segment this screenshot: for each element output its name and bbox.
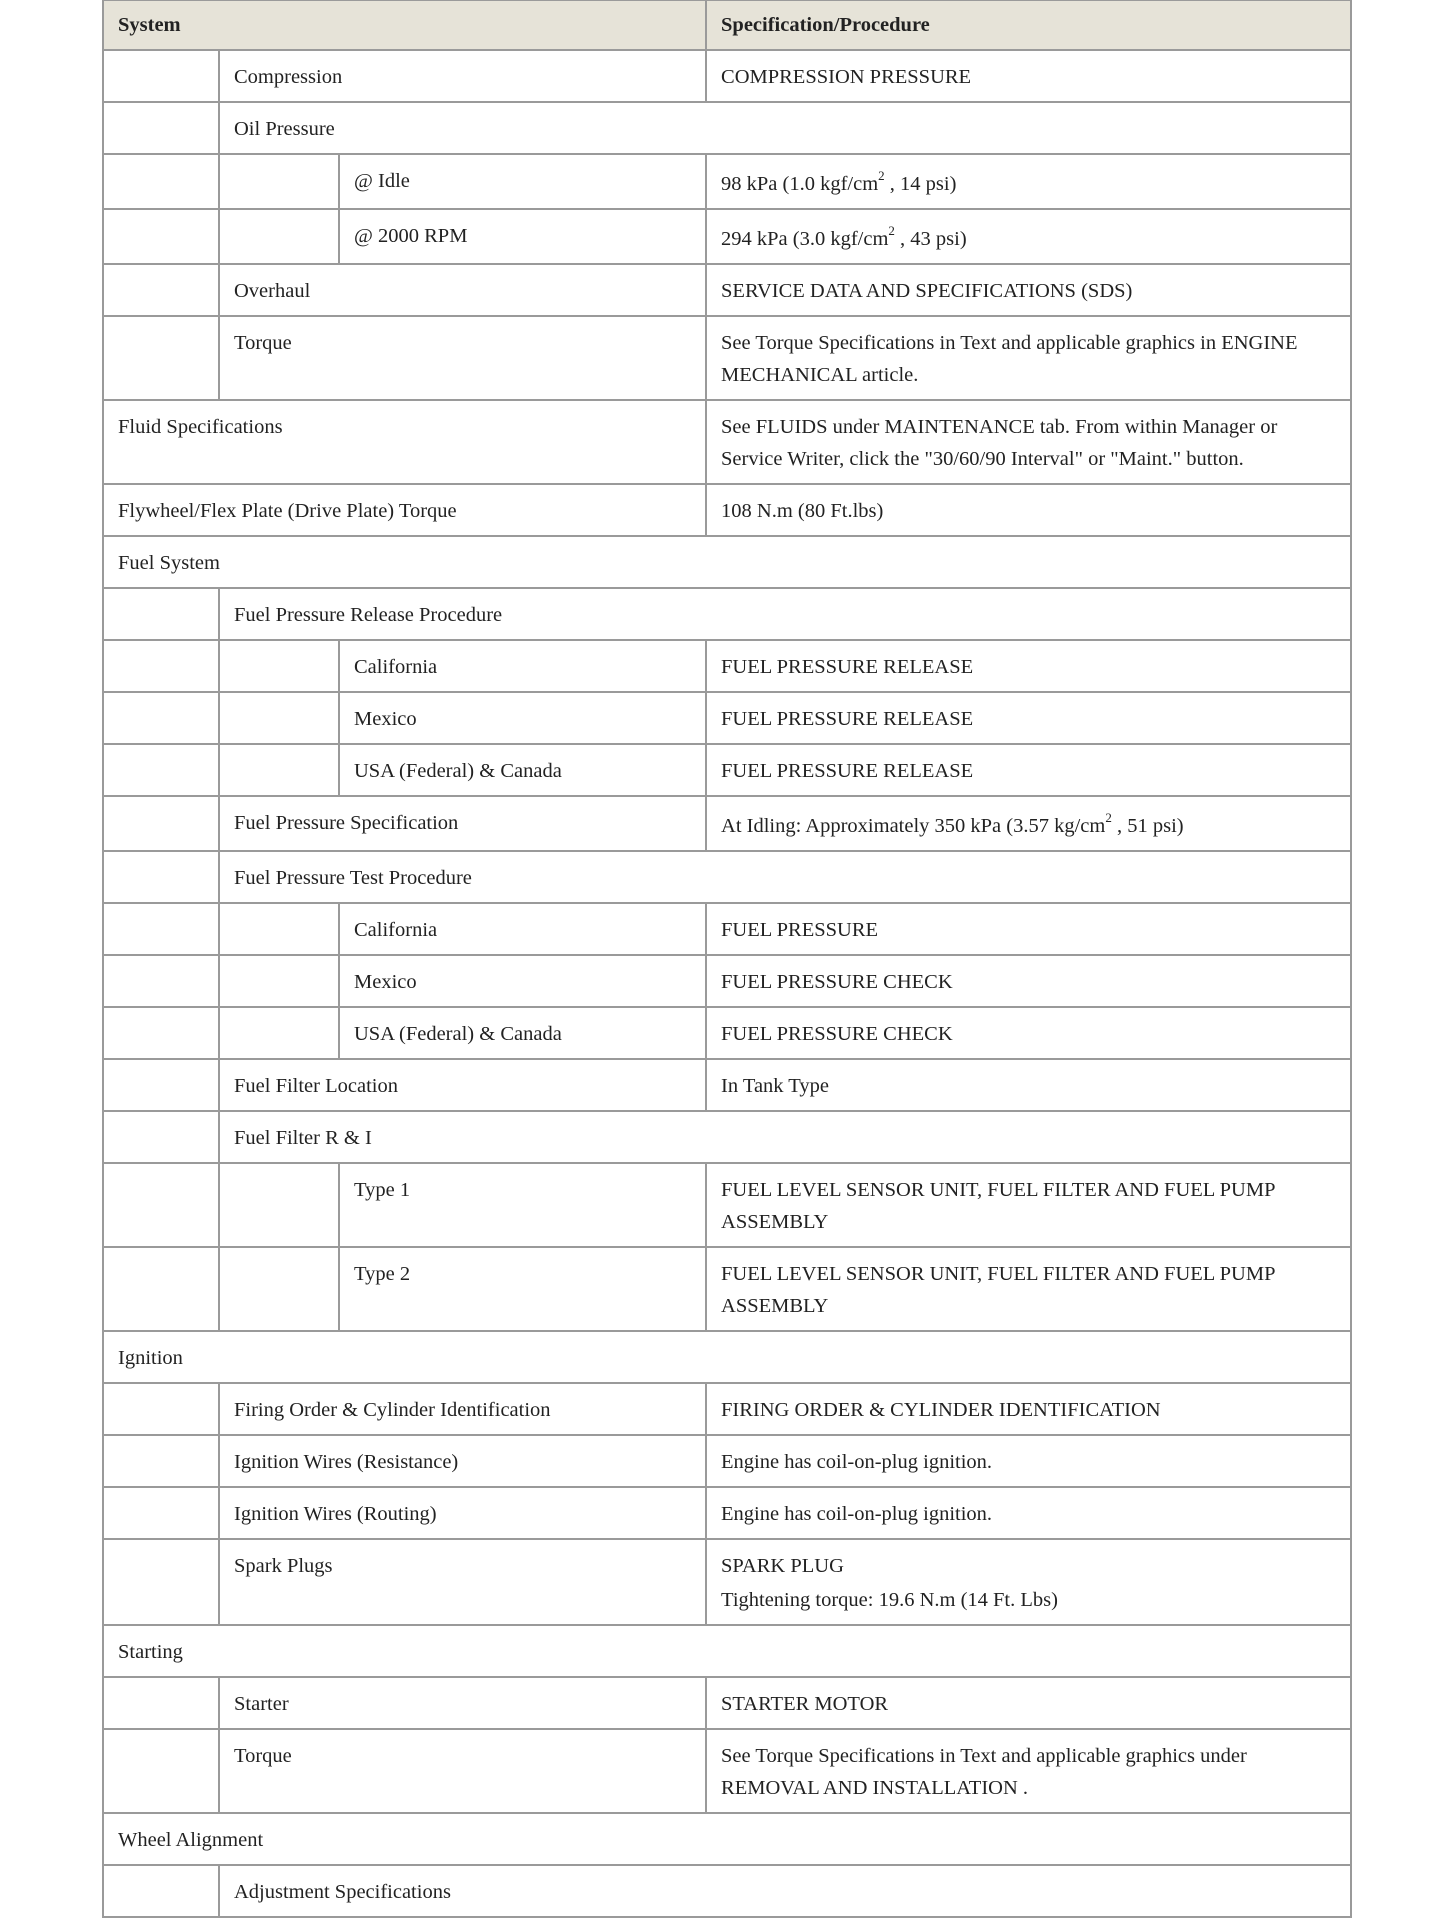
row-label: Torque <box>219 316 706 400</box>
row-label: Adjustment Specifications <box>219 1865 1351 1917</box>
table-row <box>103 209 1351 264</box>
row-label: Fluid Specifications <box>103 400 706 484</box>
table-row <box>103 1111 1351 1163</box>
table-row <box>103 1865 1351 1917</box>
row-value: SERVICE DATA AND SPECIFICATIONS (SDS) <box>706 264 1351 316</box>
row-value: SPARK PLUG Tightening torque: 19.6 N.m (14 Ft. Lbs) <box>706 1539 1351 1625</box>
table-row <box>103 1163 1351 1247</box>
row-label: Fuel Pressure Release Procedure <box>219 588 1351 640</box>
row-label: Type 2 <box>339 1247 706 1331</box>
row-label: USA (Federal) & Canada <box>339 1007 706 1059</box>
row-value: In Tank Type <box>706 1059 1351 1111</box>
table-row <box>103 400 1351 484</box>
row-value: 98 kPa (1.0 kgf/$cm^2$ , 14 psi) <box>706 154 1351 209</box>
row-label: Mexico <box>339 955 706 1007</box>
row-value: COMPRESSION PRESSURE <box>706 50 1351 102</box>
row-value: Engine has coil-on-plug ignition. <box>706 1435 1351 1487</box>
table-row <box>103 588 1351 640</box>
header-spec: Specification/Procedure <box>706 1 1351 51</box>
row-value: See Torque Specifications in Text and applicable graphics under REMOVAL AND INSTALLATION . <box>706 1729 1351 1813</box>
table-row <box>103 50 1351 102</box>
row-value: FUEL PRESSURE CHECK <box>706 1007 1351 1059</box>
row-label: Starter <box>219 1677 706 1729</box>
row-label: Type 1 <box>339 1163 706 1247</box>
row-label: Oil Pressure <box>219 102 1351 154</box>
row-label: Fuel Pressure Specification <box>219 796 706 851</box>
row-value: 108 N.m (80 Ft.lbs) <box>706 484 1351 536</box>
row-label: Compression <box>219 50 706 102</box>
table-row <box>103 744 1351 796</box>
row-value: FIRING ORDER & CYLINDER IDENTIFICATION <box>706 1383 1351 1435</box>
row-value: FUEL PRESSURE RELEASE <box>706 692 1351 744</box>
section-label: Fuel System <box>103 536 1351 588</box>
section-label: Wheel Alignment <box>103 1813 1351 1865</box>
row-value: See Torque Specifications in Text and applicable graphics in ENGINE MECHANICAL article. <box>706 316 1351 400</box>
row-label: Firing Order & Cylinder Identification <box>219 1383 706 1435</box>
table-row <box>103 484 1351 536</box>
table-row <box>103 1383 1351 1435</box>
row-label: @ 2000 RPM <box>339 209 706 264</box>
section-label: Starting <box>103 1625 1351 1677</box>
row-label: Ignition Wires (Routing) <box>219 1487 706 1539</box>
row-label: Overhaul <box>219 264 706 316</box>
table-row <box>103 1059 1351 1111</box>
row-value: FUEL LEVEL SENSOR UNIT, FUEL FILTER AND FUEL PUMP ASSEMBLY <box>706 1163 1351 1247</box>
table-row <box>103 536 1351 588</box>
row-value: FUEL PRESSURE RELEASE <box>706 744 1351 796</box>
table-row <box>103 316 1351 400</box>
row-label: Fuel Filter Location <box>219 1059 706 1111</box>
section-label: Ignition <box>103 1331 1351 1383</box>
table-row <box>103 796 1351 851</box>
table-row <box>103 264 1351 316</box>
table-row <box>103 102 1351 154</box>
table-row <box>103 1487 1351 1539</box>
row-label: Flywheel/Flex Plate (Drive Plate) Torque <box>103 484 706 536</box>
table-row <box>103 851 1351 903</box>
table-row <box>103 1007 1351 1059</box>
table-row <box>103 903 1351 955</box>
table-row <box>103 640 1351 692</box>
table-row <box>103 1813 1351 1865</box>
row-label: USA (Federal) & Canada <box>339 744 706 796</box>
table-row <box>103 955 1351 1007</box>
table-row <box>103 1247 1351 1331</box>
row-label: Fuel Filter R & I <box>219 1111 1351 1163</box>
row-value: FUEL LEVEL SENSOR UNIT, FUEL FILTER AND FUEL PUMP ASSEMBLY <box>706 1247 1351 1331</box>
row-label: Spark Plugs <box>219 1539 706 1625</box>
row-label: Ignition Wires (Resistance) <box>219 1435 706 1487</box>
table-row <box>103 1331 1351 1383</box>
row-label: Torque <box>219 1729 706 1813</box>
row-value: FUEL PRESSURE <box>706 903 1351 955</box>
row-value: FUEL PRESSURE RELEASE <box>706 640 1351 692</box>
row-label: California <box>339 640 706 692</box>
row-label: Fuel Pressure Test Procedure <box>219 851 1351 903</box>
row-value: STARTER MOTOR <box>706 1677 1351 1729</box>
header-row <box>103 1 1351 51</box>
header-system: System <box>103 1 706 51</box>
table-row <box>103 1729 1351 1813</box>
row-label: @ Idle <box>339 154 706 209</box>
row-value: See FLUIDS under MAINTENANCE tab. From within Manager or Service Writer, click the "30/60/90 Interval" or "Maint." button. <box>706 400 1351 484</box>
table-row <box>103 1539 1351 1625</box>
specifications-table <box>102 0 1352 1918</box>
row-value: FUEL PRESSURE CHECK <box>706 955 1351 1007</box>
table-row <box>103 154 1351 209</box>
row-value: 294 kPa (3.0 kgf/$cm^2$ , 43 psi) <box>706 209 1351 264</box>
row-label: California <box>339 903 706 955</box>
row-value: Engine has coil-on-plug ignition. <box>706 1487 1351 1539</box>
table-row <box>103 692 1351 744</box>
row-value: At Idling: Approximately 350 kPa (3.57 $kg/cm^2$ , 51 psi) <box>706 796 1351 851</box>
table-row <box>103 1625 1351 1677</box>
table-row <box>103 1435 1351 1487</box>
row-label: Mexico <box>339 692 706 744</box>
table-row <box>103 1677 1351 1729</box>
